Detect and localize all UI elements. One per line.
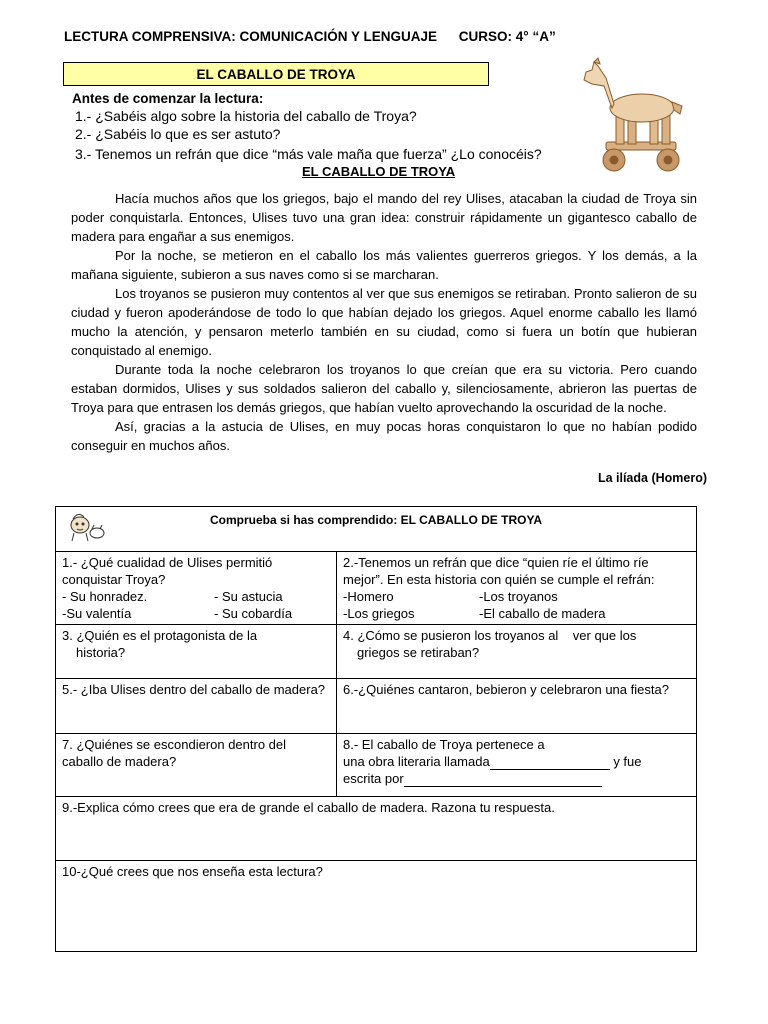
pre-question-3: 3.- Tenemos un refrán que dice “más vale maña que fuerza” ¿Lo conocéis? <box>75 146 542 162</box>
question-10-cell[interactable] <box>56 861 697 952</box>
question-4-cell <box>337 625 697 679</box>
question-8-line-3: escrita por <box>343 771 404 786</box>
author-blank[interactable] <box>404 773 602 787</box>
course-label: CURSO: 4° “A” <box>458 29 556 44</box>
question-2-cell <box>337 552 697 625</box>
trojan-horse-illustration <box>576 56 688 174</box>
q2-option-2: -Los troyanos <box>479 589 558 604</box>
quiz-heading-cell <box>56 507 697 552</box>
q2-option-3: -Los griegos <box>343 606 415 621</box>
q2-option-1: -Homero <box>343 589 394 604</box>
subject-title: LECTURA COMPRENSIVA: COMUNICACIÓN Y LENGUAJE <box>64 29 438 44</box>
question-7-cell <box>56 734 337 797</box>
q1-option-2: - Su astucia <box>214 589 283 604</box>
story-paragraph-1: Hacía muchos años que los griegos, bajo el mando del rey Ulises, atacaban la ciudad de Troya sin poder conquistarla. Entonces, Ulises tuvo una gran idea: construir rápidamente un gigantesco caballo de madera para engañar a sus enemigos. <box>71 191 697 244</box>
question-7-text: 7. ¿Quiénes se escondieron dentro del caballo de madera? <box>62 737 287 769</box>
question-8-line-1: 8.- El caballo de Troya pertenece a <box>343 737 545 752</box>
story-text <box>71 189 697 455</box>
question-2-text: 2.-Tenemos un refrán que dice “quien ríe el último ríe mejor”. En esta historia con quién se cumple el refrán: <box>343 555 655 587</box>
question-8-line-2: una obra literaria llamada <box>343 754 490 769</box>
pre-reading-heading: Antes de comenzar la lectura: <box>72 91 264 106</box>
q1-option-1: - Su honradez. <box>62 589 148 604</box>
cartoon-character-icon <box>64 511 108 543</box>
question-8-cell <box>337 734 697 797</box>
pre-question-1: 1.- ¿Sabéis algo sobre la historia del caballo de Troya? <box>75 108 417 124</box>
question-9-text: 9.-Explica cómo crees que era de grande el caballo de madera. Razona tu respuesta. <box>62 800 555 815</box>
question-9-cell[interactable] <box>56 797 697 861</box>
story-source: La ilíada (Homero) <box>597 471 707 485</box>
q1-option-4: - Su cobardía <box>214 606 293 621</box>
story-paragraph-2: Por la noche, se metieron en el caballo los más valientes guerreros griegos. Y los demás, a la mañana siguiente, subieron a sus naves como si se marcharan. <box>71 248 697 282</box>
comprehension-table <box>55 506 697 952</box>
question-1-cell <box>56 552 337 625</box>
question-6-cell <box>337 679 697 734</box>
lesson-title: EL CABALLO DE TROYA <box>63 62 489 86</box>
work-title-blank[interactable] <box>490 756 610 770</box>
question-8-connector: y fue <box>609 754 642 769</box>
question-4-line-1: 4. ¿Cómo se pusieron los troyanos al ver que los <box>343 628 637 643</box>
question-1-text: 1.- ¿Qué cualidad de Ulises permitió conquistar Troya? <box>62 555 273 587</box>
story-paragraph-3: Los troyanos se pusieron muy contentos al ver que sus enemigos se retiraban. Pronto salieron de su ciudad y fueron apoderándose de todo lo que habían dejado los griegos. Aquel enorme caballo les llamó mucho la atención, y pensaron meterlo también en su ciudad, como si fuera un botín que hubieran conquistado al enemigo. <box>71 286 697 358</box>
question-3-line-2: historia? <box>76 645 126 660</box>
q1-option-3: -Su valentía <box>62 606 132 621</box>
question-3-line-1: 3. ¿Quién es el protagonista de la <box>62 628 258 643</box>
question-5-cell <box>56 679 337 734</box>
question-10-text: 10-¿Qué crees que nos enseña esta lectura? <box>62 864 323 879</box>
story-paragraph-4: Durante toda la noche celebraron los troyanos lo que creían que era su victoria. Pero cuando estaban dormidos, Ulises y sus soldados salieron del caballo y, silenciosamente, abrieron las puertas de Troya para que entrasen los demás griegos, que habían vuelto aprovechando la oscuridad de la noche. <box>71 362 697 415</box>
question-3-cell <box>56 625 337 679</box>
pre-question-2: 2.- ¿Sabéis lo que es ser astuto? <box>75 126 281 142</box>
q2-option-4: -El caballo de madera <box>479 606 606 621</box>
story-title: EL CABALLO DE TROYA <box>302 164 456 179</box>
question-5-text: 5.- ¿Iba Ulises dentro del caballo de madera? <box>62 682 326 697</box>
question-4-line-2: griegos se retiraban? <box>357 645 480 660</box>
worksheet-header <box>64 29 556 44</box>
question-6-text: 6.-¿Quiénes cantaron, bebieron y celebraron una fiesta? <box>343 682 669 697</box>
quiz-heading: Comprueba si has comprendido: EL CABALLO DE TROYA <box>209 513 543 527</box>
story-paragraph-5: Así, gracias a la astucia de Ulises, en muy pocas horas conquistaron lo que no habían podido conseguir en muchos años. <box>71 419 697 453</box>
